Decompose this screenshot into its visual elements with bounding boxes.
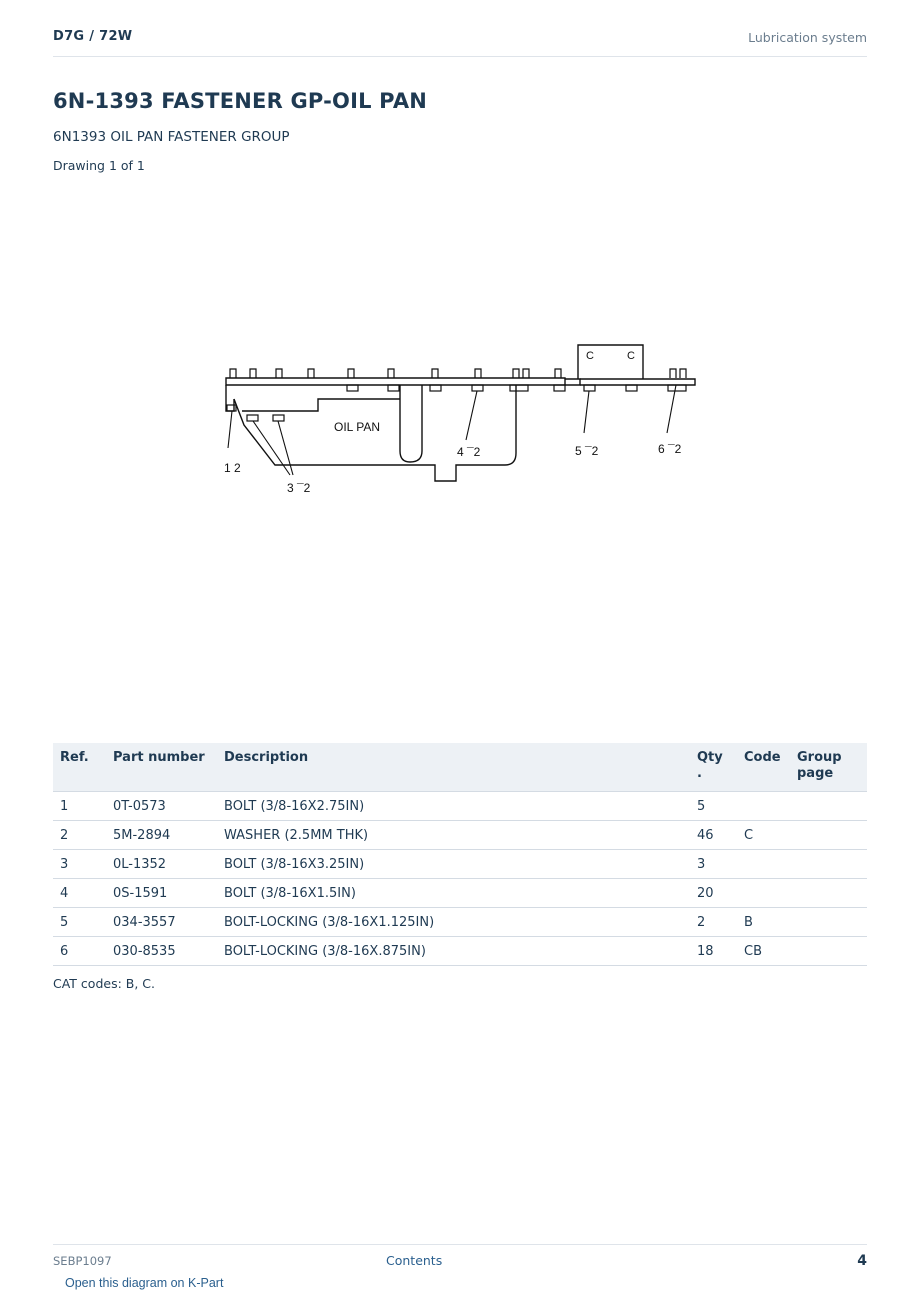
- header-part-number: Part number: [106, 743, 217, 792]
- parts-diagram: [150, 185, 770, 725]
- cell-group-page: [790, 908, 867, 937]
- cell-ref: 3: [53, 850, 106, 879]
- cell-part-number: 0T-0573: [106, 792, 217, 821]
- table-row: [53, 821, 867, 850]
- callout-6: 6 ¯2: [658, 442, 682, 456]
- cell-description: BOLT-LOCKING (3/8-16X.875IN): [217, 937, 690, 966]
- cell-description: BOLT (3/8-16X1.5IN): [217, 879, 690, 908]
- cell-ref: 4: [53, 879, 106, 908]
- table-row: [53, 879, 867, 908]
- callout-1: 1 2: [224, 461, 241, 475]
- header-code: Code: [737, 743, 790, 792]
- cell-qty: 3: [690, 850, 737, 879]
- leader-4: [466, 391, 477, 440]
- cell-part-number: 030-8535: [106, 937, 217, 966]
- cell-qty: 2: [690, 908, 737, 937]
- box-label-left: C: [586, 350, 594, 362]
- leader-1: [228, 411, 232, 448]
- cell-part-number: 5M-2894: [106, 821, 217, 850]
- kpart-link[interactable]: Open this diagram on K-Part: [65, 1276, 224, 1290]
- callout-5: 5 ¯2: [575, 444, 599, 458]
- cell-qty: 5: [690, 792, 737, 821]
- cell-code: [737, 879, 790, 908]
- flange-right: [580, 379, 695, 385]
- cell-qty: 46: [690, 821, 737, 850]
- cell-ref: 6: [53, 937, 106, 966]
- cell-group-page: [790, 879, 867, 908]
- cell-qty: 20: [690, 879, 737, 908]
- page-title: 6N-1393 FASTENER GP-OIL PAN: [53, 89, 428, 113]
- page-subtitle: 6N1393 OIL PAN FASTENER GROUP: [53, 129, 290, 145]
- cell-ref: 2: [53, 821, 106, 850]
- cell-ref: 5: [53, 908, 106, 937]
- page-header: [53, 28, 867, 57]
- box-label-right: C: [627, 350, 635, 362]
- document-id: SEBP1097: [53, 1254, 112, 1268]
- section-name: Lubrication system: [748, 30, 867, 45]
- page-footer: [53, 1244, 867, 1269]
- leader-6: [667, 385, 676, 433]
- callout-4: 4 ¯2: [457, 445, 481, 459]
- table-row: [53, 937, 867, 966]
- cell-description: WASHER (2.5MM THK): [217, 821, 690, 850]
- cell-code: C: [737, 821, 790, 850]
- contents-link[interactable]: Contents: [386, 1253, 443, 1268]
- flange-step: [565, 379, 580, 385]
- header-ref: Ref.: [53, 743, 106, 792]
- cat-codes-note: CAT codes: B, C.: [53, 976, 155, 991]
- model-breadcrumb: D7G / 72W: [53, 29, 133, 44]
- leader-3a: [253, 421, 290, 475]
- pan-inner-ledge: [242, 399, 400, 411]
- oil-pan-label: OIL PAN: [334, 420, 381, 434]
- cell-description: BOLT (3/8-16X3.25IN): [217, 850, 690, 879]
- cell-code: CB: [737, 937, 790, 966]
- cell-code: [737, 850, 790, 879]
- pan-sump: [400, 385, 422, 462]
- cell-description: BOLT (3/8-16X2.75IN): [217, 792, 690, 821]
- callout-3: 3 ¯2: [287, 481, 311, 495]
- cell-code: [737, 792, 790, 821]
- cell-group-page: [790, 850, 867, 879]
- table-row: [53, 908, 867, 937]
- cell-description: BOLT-LOCKING (3/8-16X1.125IN): [217, 908, 690, 937]
- header-group-page: Group page: [790, 743, 867, 792]
- cell-code: B: [737, 908, 790, 937]
- leader-3b: [278, 421, 293, 475]
- cell-group-page: [790, 937, 867, 966]
- cell-ref: 1: [53, 792, 106, 821]
- pan-flange: [226, 378, 565, 385]
- cell-qty: 18: [690, 937, 737, 966]
- header-qty: Qty .: [690, 743, 737, 792]
- table-header-row: [53, 743, 867, 792]
- header-description: Description: [217, 743, 690, 792]
- cell-part-number: 0L-1352: [106, 850, 217, 879]
- cell-part-number: 0S-1591: [106, 879, 217, 908]
- cell-part-number: 034-3557: [106, 908, 217, 937]
- table-row: [53, 850, 867, 879]
- cell-group-page: [790, 792, 867, 821]
- drawing-counter: Drawing 1 of 1: [53, 158, 145, 173]
- page-number: 4: [857, 1253, 867, 1269]
- leader-5: [584, 391, 589, 433]
- cell-group-page: [790, 821, 867, 850]
- parts-table: [53, 743, 867, 966]
- oil-pan-drawing: [150, 185, 770, 725]
- table-row: [53, 792, 867, 821]
